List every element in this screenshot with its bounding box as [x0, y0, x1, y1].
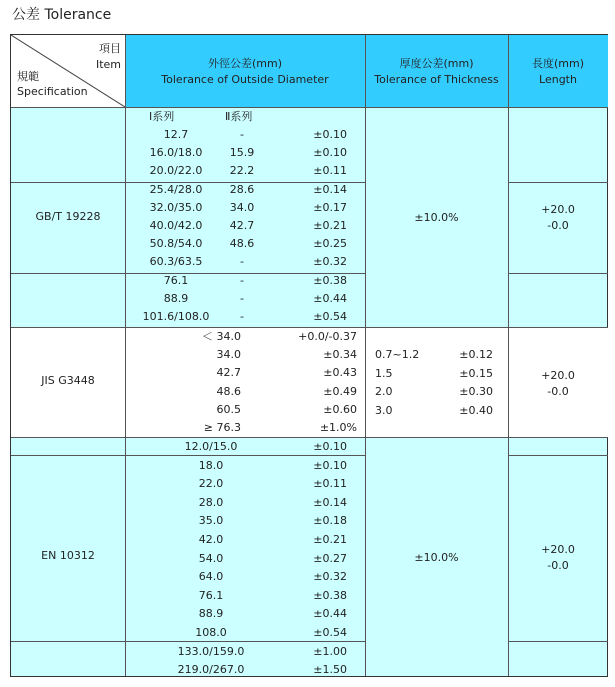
tolerance-table — [10, 34, 608, 677]
row-divider — [11, 455, 125, 456]
header-len-en: Length — [539, 73, 577, 86]
header-item-en: Item — [95, 58, 121, 71]
jis-thk-tol-cell: ±0.12 — [459, 348, 493, 361]
gb-series1-cell: 25.4/28.0 — [149, 182, 203, 196]
gb-series2-cell: 42.7 — [229, 219, 255, 232]
col-divider — [365, 35, 366, 676]
en-od-cell: 76.1 — [198, 588, 224, 602]
header-thk-bg — [365, 35, 508, 107]
gb-series1-cell: 76.1 — [163, 273, 189, 287]
gb-series2-cell: 28.6 — [229, 182, 255, 196]
gb-thickness: ±10.0% — [414, 211, 459, 224]
gb-series2-cell: - — [240, 273, 244, 287]
en-od-cell: 28.0 — [198, 495, 224, 509]
gb-tol-cell: ±0.32 — [313, 255, 347, 269]
gb-series2-cell: - — [240, 255, 244, 269]
jis-tol-cell: ±0.60 — [323, 402, 357, 416]
jis-length-plus: +20.0 — [541, 369, 575, 382]
jis-thk-tol-cell: ±0.40 — [459, 403, 493, 417]
row-divider — [508, 641, 608, 642]
series-2-header: Ⅱ系列 — [225, 110, 253, 123]
gb-tol-cell: ±0.38 — [313, 273, 347, 287]
gb-series1-cell: 32.0/35.0 — [149, 200, 203, 214]
gb-tol-cell: ±0.44 — [313, 291, 347, 305]
jis-od-cell: 42.7 — [216, 366, 241, 380]
row-divider — [11, 273, 125, 274]
jis-thk-tol-cell: ±0.30 — [459, 385, 493, 399]
spec-label-gb: GB/T 19228 — [35, 210, 101, 223]
jis-tol-cell: ±0.43 — [323, 366, 357, 380]
gb-series1-cell: 60.3/63.5 — [149, 255, 203, 269]
en-tol-cell: ±0.10 — [313, 440, 347, 453]
en-tol-cell: ±0.27 — [313, 551, 347, 565]
en-od-cell: 64.0 — [198, 570, 224, 584]
series-1-header: Ⅰ系列 — [149, 110, 175, 123]
gb-series1-cell: 101.6/108.0 — [142, 310, 210, 323]
jis-od-cell: 48.6 — [216, 384, 241, 398]
en-tol-cell: ±0.38 — [313, 588, 347, 602]
row-divider — [508, 273, 608, 274]
spec-label-en: EN 10312 — [41, 549, 95, 562]
gb-series2-cell: - — [240, 310, 244, 323]
jis-tol-cell: ±0.49 — [323, 384, 357, 398]
row-divider — [11, 107, 608, 108]
en-tol-cell: ±0.54 — [313, 626, 347, 639]
header-thk-zh: 厚度公差(mm) — [399, 57, 474, 70]
page-title: 公差 Tolerance — [12, 7, 112, 23]
row-divider — [508, 455, 608, 456]
header-item-zh: 項目 — [99, 42, 121, 55]
gb-series1-cell: 12.7 — [163, 128, 189, 141]
en-od-cell: 18.0 — [198, 458, 224, 472]
gb-tol-cell: ±0.14 — [313, 182, 347, 196]
jis-od-cell: 34.0 — [216, 348, 241, 362]
gb-series2-cell: - — [240, 291, 244, 305]
en-od-cell: 35.0 — [198, 514, 224, 528]
header-len-bg — [508, 35, 608, 107]
en-tol-cell: ±1.50 — [313, 663, 347, 677]
jis-tol-cell: ±0.34 — [323, 348, 357, 362]
gb-series2-cell: - — [240, 128, 244, 141]
en-thickness: ±10.0% — [414, 551, 459, 564]
jis-thk-tol-cell: ±0.15 — [459, 366, 493, 380]
gb-tol-cell: ±0.10 — [313, 128, 347, 141]
gb-tol-cell: ±0.11 — [313, 164, 347, 178]
gb-tol-cell: ±0.17 — [313, 200, 347, 214]
jis-thk-range-cell: 3.0 — [375, 403, 393, 417]
jis-thk-range-cell: 2.0 — [375, 385, 393, 399]
gb-series2-cell: 15.9 — [229, 146, 255, 160]
gb-series1-cell: 20.0/22.0 — [149, 164, 203, 178]
spec-label-jis: JIS G3448 — [41, 374, 95, 387]
en-od-cell: 133.0/159.0 — [177, 644, 245, 658]
gb-tol-cell: ±0.21 — [313, 219, 347, 232]
en-tol-cell: ±0.21 — [313, 533, 347, 546]
gb-tol-cell: ±0.54 — [313, 310, 347, 323]
gb-series1-cell: 88.9 — [163, 291, 189, 305]
row-divider — [11, 641, 125, 642]
gb-series2-cell: 22.2 — [229, 164, 255, 178]
jis-od-cell: 60.5 — [216, 402, 241, 416]
row-divider — [11, 182, 125, 183]
en-tol-cell: ±0.18 — [313, 514, 347, 528]
en-od-cell: 88.9 — [198, 607, 224, 621]
en-tol-cell: ±0.14 — [313, 495, 347, 509]
en-length-minus: -0.0 — [547, 559, 569, 572]
header-od-en: Tolerance of Outside Diameter — [161, 73, 329, 86]
en-od-cell: 108.0 — [195, 626, 227, 639]
row-divider — [508, 182, 608, 183]
jis-tol-cell: ±1.0% — [319, 421, 357, 434]
header-od-bg — [125, 35, 365, 107]
en-od-cell: 12.0/15.0 — [184, 440, 238, 453]
gb-series2-cell: 34.0 — [229, 200, 255, 214]
col-divider — [508, 35, 509, 676]
gb-series2-cell: 48.6 — [229, 237, 255, 251]
jis-thk-range-cell: 0.7~1.2 — [375, 348, 420, 361]
en-tol-cell: ±0.11 — [313, 477, 347, 491]
header-spec-en: Specification — [17, 85, 88, 98]
gb-tol-cell: ±0.25 — [313, 237, 347, 251]
jis-length-minus: -0.0 — [547, 385, 569, 398]
gb-series1-cell: 40.0/42.0 — [149, 219, 203, 232]
jis-od-cell: ＜ 34.0 — [202, 330, 241, 343]
jis-tol-cell: +0.0/-0.37 — [298, 330, 357, 343]
gb-series1-cell: 50.8/54.0 — [149, 237, 203, 251]
en-tol-cell: ±0.10 — [313, 458, 347, 472]
header-od-zh: 外徑公差(mm) — [207, 57, 282, 70]
en-tol-cell: ±0.44 — [313, 607, 347, 621]
header-len-zh: 長度(mm) — [531, 57, 584, 70]
en-od-cell: 42.0 — [198, 533, 224, 546]
gb-length-minus: -0.0 — [547, 219, 569, 232]
en-tol-cell: ±1.00 — [313, 644, 347, 658]
en-tol-cell: ±0.32 — [313, 570, 347, 584]
en-od-cell: 54.0 — [198, 551, 224, 565]
en-od-cell: 22.0 — [198, 477, 224, 491]
header-spec-zh: 規範 — [17, 70, 39, 83]
gb-tol-cell: ±0.10 — [313, 146, 347, 160]
jis-od-cell: ≥ 76.3 — [203, 421, 241, 434]
header-thk-en: Tolerance of Thickness — [374, 73, 499, 86]
gb-length-plus: +20.0 — [541, 203, 575, 216]
en-length-plus: +20.0 — [541, 543, 575, 556]
en-od-cell: 219.0/267.0 — [177, 663, 245, 677]
gb-series1-cell: 16.0/18.0 — [149, 146, 203, 160]
jis-thk-range-cell: 1.5 — [375, 366, 393, 380]
